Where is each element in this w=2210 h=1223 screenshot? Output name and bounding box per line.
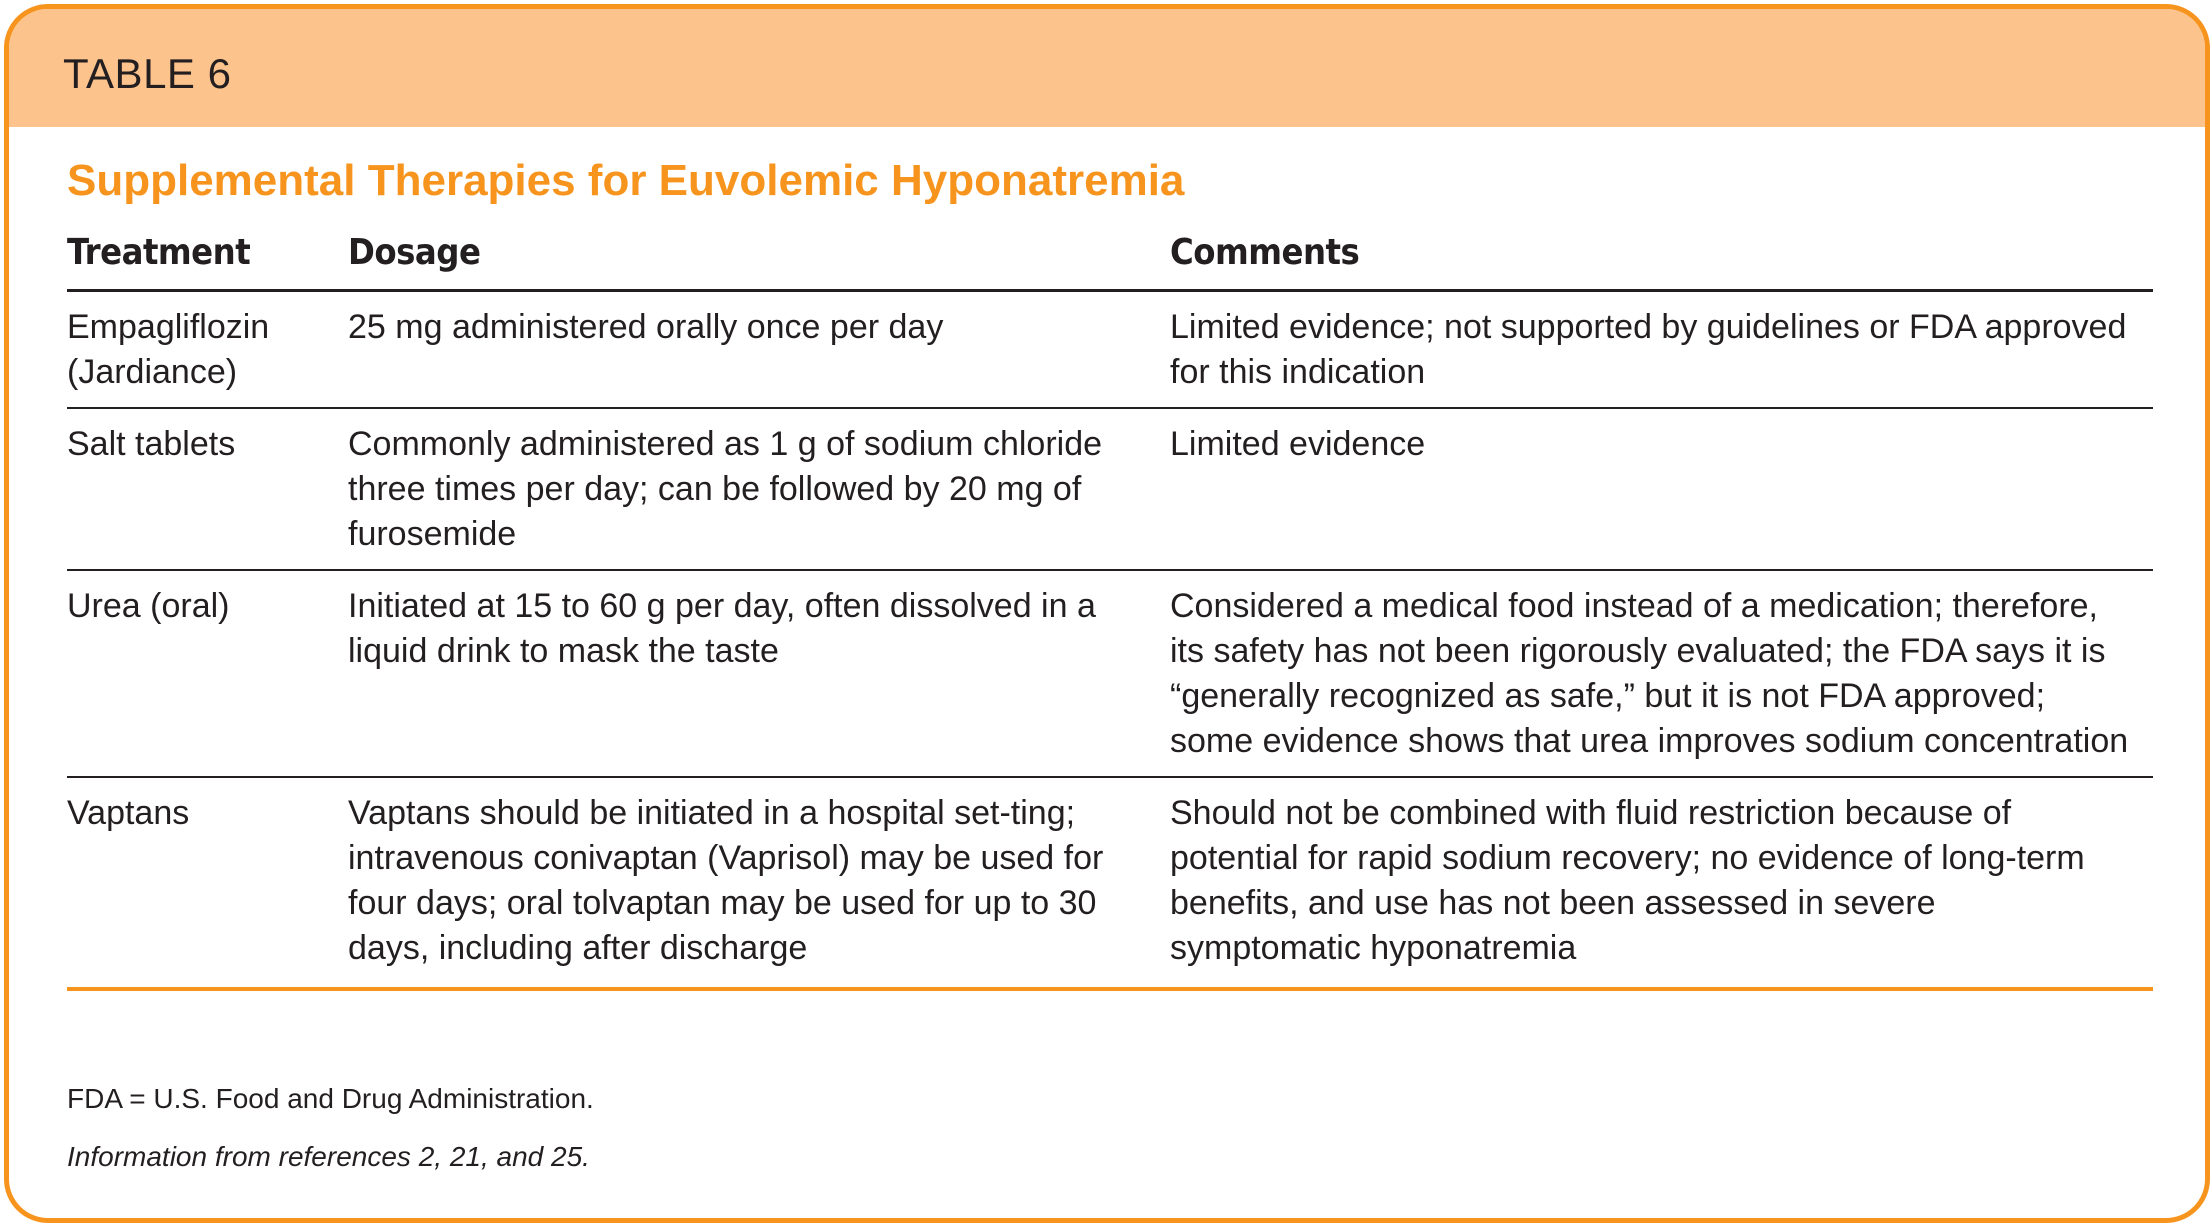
table-row [67, 291, 2153, 409]
table-row [67, 777, 2153, 989]
cell-dosage: Commonly administered as 1 g of sodium chloride three times per day; can be followed by 20 mg of furosemide [348, 408, 1170, 570]
header-band [9, 9, 2205, 127]
table-card [4, 4, 2210, 1223]
abbreviation-footnote: FDA = U.S. Food and Drug Administration. [67, 1083, 594, 1114]
cell-dosage: Initiated at 15 to 60 g per day, often dissolved in a liquid drink to mask the taste [348, 570, 1170, 777]
cell-comments: Limited evidence [1170, 408, 2153, 570]
cell-treatment: Vaptans [67, 777, 348, 989]
table-row [67, 408, 2153, 570]
cell-dosage: 25 mg administered orally once per day [348, 291, 1170, 409]
table-label: TABLE 6 [63, 50, 232, 97]
cell-comments: Limited evidence; not supported by guidelines or FDA approved for this indication [1170, 291, 2153, 409]
cell-dosage: Vaptans should be initiated in a hospital set-ting; intravenous conivaptan (Vaprisol) may be used for four days; oral tolvaptan may be used for up to 30 days, including after discharge [348, 777, 1170, 989]
cell-treatment: Urea (oral) [67, 570, 348, 777]
cell-treatment: Salt tablets [67, 408, 348, 570]
cell-treatment: Empagliflozin (Jardiance) [67, 291, 348, 409]
column-header-treatment: Treatment [67, 219, 348, 291]
therapies-table [67, 219, 2153, 991]
source-footnote: Information from references 2, 21, and 25. [67, 1141, 590, 1172]
table-header-row [67, 219, 2153, 291]
table-row [67, 570, 2153, 777]
column-header-comments: Comments [1170, 219, 2153, 291]
cell-comments: Should not be combined with fluid restriction because of potential for rapid sodium recovery; no evidence of long-term benefits, and use has not been assessed in severe symptomatic hyponatremia [1170, 777, 2153, 989]
cell-comments: Considered a medical food instead of a medication; therefore, its safety has not been rigorously evaluated; the FDA says it is “generally recognized as safe,” but it is not FDA approved; some evidence shows that urea improves sodium concentration [1170, 570, 2153, 777]
table-title: Supplemental Therapies for Euvolemic Hyponatremia [67, 156, 1185, 205]
column-header-dosage: Dosage [348, 219, 1170, 291]
